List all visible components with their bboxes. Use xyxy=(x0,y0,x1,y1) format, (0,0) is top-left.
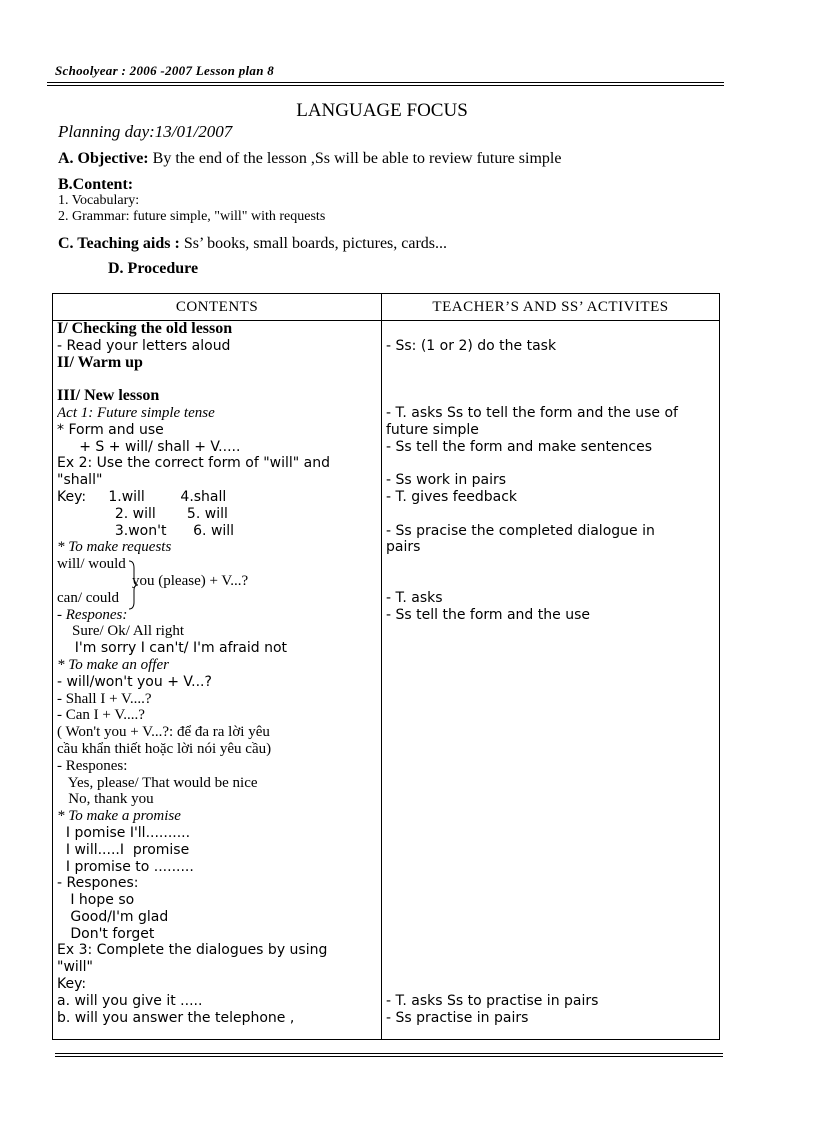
content-line: I will.....I promise xyxy=(57,841,190,858)
content-line: "will" xyxy=(57,959,93,976)
activity-line xyxy=(386,959,715,976)
activity-line xyxy=(386,506,715,523)
aids-line xyxy=(58,235,447,253)
content-label: B.Content: xyxy=(58,176,134,193)
activity-line: - T. asks Ss to tell the form and the use of xyxy=(386,404,678,421)
objective-label: A. Objective: xyxy=(58,150,149,167)
content-line: a. will you give it ..... xyxy=(57,992,203,1009)
header-rule-top xyxy=(47,82,724,83)
activity-line xyxy=(386,707,715,724)
curly-brace-icon xyxy=(128,560,138,610)
activity-line: - Ss tell the form and the use xyxy=(386,606,590,623)
activity-line: - Ss: (1 or 2) do the task xyxy=(386,337,557,354)
content-line: I hope so xyxy=(57,892,135,909)
key-line: 2. will 5. will xyxy=(57,505,228,522)
planning-day: Planning day:13/01/2007 xyxy=(58,122,233,141)
activity-line: - T. gives feedback xyxy=(386,488,518,505)
contents-cell xyxy=(53,321,382,1040)
activity-line xyxy=(386,942,715,959)
activity-line xyxy=(386,892,715,909)
content-line: + S + will/ shall + V..... xyxy=(57,438,241,455)
content-line: b. will you answer the telephone , xyxy=(57,1009,295,1026)
key-line: Key: 1.will 4.shall xyxy=(57,488,227,505)
content-line: can/ could xyxy=(57,589,120,606)
activity-line: future simple xyxy=(386,421,479,438)
content-line: Ex 2: Use the correct form of "will" and xyxy=(57,455,330,472)
activity-line xyxy=(386,808,715,825)
objective-text: By the end of the lesson ,Ss will be able to review future simple xyxy=(148,150,562,167)
content-line: - Respones: xyxy=(57,875,139,892)
content-line: - Read your letters aloud xyxy=(57,337,231,354)
section-new-lesson: III/ New lesson xyxy=(57,388,160,405)
activity-line xyxy=(386,976,715,993)
activity-line xyxy=(386,355,715,372)
content-line: - will/won't you + V...? xyxy=(57,673,212,690)
content-line: you (please) + V...? xyxy=(57,572,249,589)
activities-cell xyxy=(382,321,720,1040)
aids-label: C. Teaching aids : xyxy=(58,235,180,252)
activity-line xyxy=(386,724,715,741)
content-line: I'm sorry I can't/ I'm afraid not xyxy=(57,640,288,657)
activity-line xyxy=(386,674,715,691)
content-line: No, thank you xyxy=(57,791,154,808)
objective-line xyxy=(58,150,561,168)
content-line: Don't forget xyxy=(57,925,155,942)
content-line: Key: xyxy=(57,976,87,993)
activity-line xyxy=(386,926,715,943)
activity-line: - T. asks xyxy=(386,589,443,606)
key-line: 3.won't 6. will xyxy=(57,522,235,539)
content-line: will/ would xyxy=(57,556,126,573)
activity-line: - T. asks Ss to practise in pairs xyxy=(386,992,599,1009)
page-header: Schoolyear : 2006 -2007 Lesson plan 8 xyxy=(55,63,275,78)
activity-line xyxy=(386,691,715,708)
content-line: - Shall I + V....? xyxy=(57,690,152,707)
subheading-promise: * To make a promise xyxy=(57,808,181,825)
content-line: I promise to ......... xyxy=(57,858,194,875)
activity-line xyxy=(386,775,715,792)
activity-line xyxy=(386,455,715,472)
activity-line: pairs xyxy=(386,539,421,556)
activity-line: - Ss tell the form and make sentences xyxy=(386,438,653,455)
activity-line xyxy=(386,388,715,405)
content-line: Yes, please/ That would be nice xyxy=(57,774,258,791)
content-item-grammar: 2. Grammar: future simple, "will" with requests xyxy=(58,209,326,224)
activity-line xyxy=(386,859,715,876)
activity-line xyxy=(386,573,715,590)
activity-line xyxy=(386,321,715,338)
activity-line xyxy=(386,758,715,775)
subheading-offer: * To make an offer xyxy=(57,656,169,673)
exercise-3-line: Ex 3: Complete the dialogues by using xyxy=(57,942,328,959)
activity-title: Act 1: Future simple tense xyxy=(57,404,215,421)
section-warmup: II/ Warm up xyxy=(57,354,143,371)
activity-line xyxy=(386,556,715,573)
content-line: - Respones: xyxy=(57,757,128,774)
content-line: I pomise I'll.......... xyxy=(57,824,191,841)
footer-rule-top xyxy=(55,1053,723,1054)
content-line: "shall" xyxy=(57,472,103,489)
activity-line xyxy=(386,909,715,926)
procedure-table xyxy=(52,293,720,1040)
header-activities: TEACHER’S AND SS’ ACTIVITES xyxy=(382,294,720,321)
activity-line xyxy=(386,791,715,808)
activity-line xyxy=(386,842,715,859)
content-line: Sure/ Ok/ All right xyxy=(57,623,185,640)
activity-line xyxy=(386,741,715,758)
content-item-vocabulary: 1. Vocabulary: xyxy=(58,193,140,208)
subheading-requests: * To make requests xyxy=(57,539,172,556)
activity-line xyxy=(386,825,715,842)
content-line: - Can I + V....? xyxy=(57,707,145,724)
activity-line: - Ss pracise the completed dialogue in xyxy=(386,522,655,539)
activity-line xyxy=(386,657,715,674)
activity-line xyxy=(386,623,715,640)
content-line: * Form and use xyxy=(57,421,164,438)
content-line: cầu khẩn thiết hoặc lời nói yêu cầu) xyxy=(57,740,272,757)
page-title: LANGUAGE FOCUS xyxy=(296,100,468,121)
content-line: Good/I'm glad xyxy=(57,908,169,925)
activity-line xyxy=(386,640,715,657)
aids-text: Ss’ books, small boards, pictures, cards... xyxy=(179,235,448,252)
section-checking: I/ Checking the old lesson xyxy=(57,321,233,337)
activity-line xyxy=(386,371,715,388)
content-line xyxy=(57,371,377,388)
header-rule-bottom xyxy=(47,85,724,86)
header-contents: CONTENTS xyxy=(53,294,382,321)
activity-line: - Ss practise in pairs xyxy=(386,1009,529,1026)
content-line: ( Won't you + V...?: để đa ra lời yêu xyxy=(57,724,270,741)
content-line: - Respones: xyxy=(57,606,128,623)
activity-line: - Ss work in pairs xyxy=(386,472,507,489)
footer-rule-bottom xyxy=(55,1056,723,1057)
procedure-heading: D. Procedure xyxy=(108,260,199,277)
activity-line xyxy=(386,875,715,892)
